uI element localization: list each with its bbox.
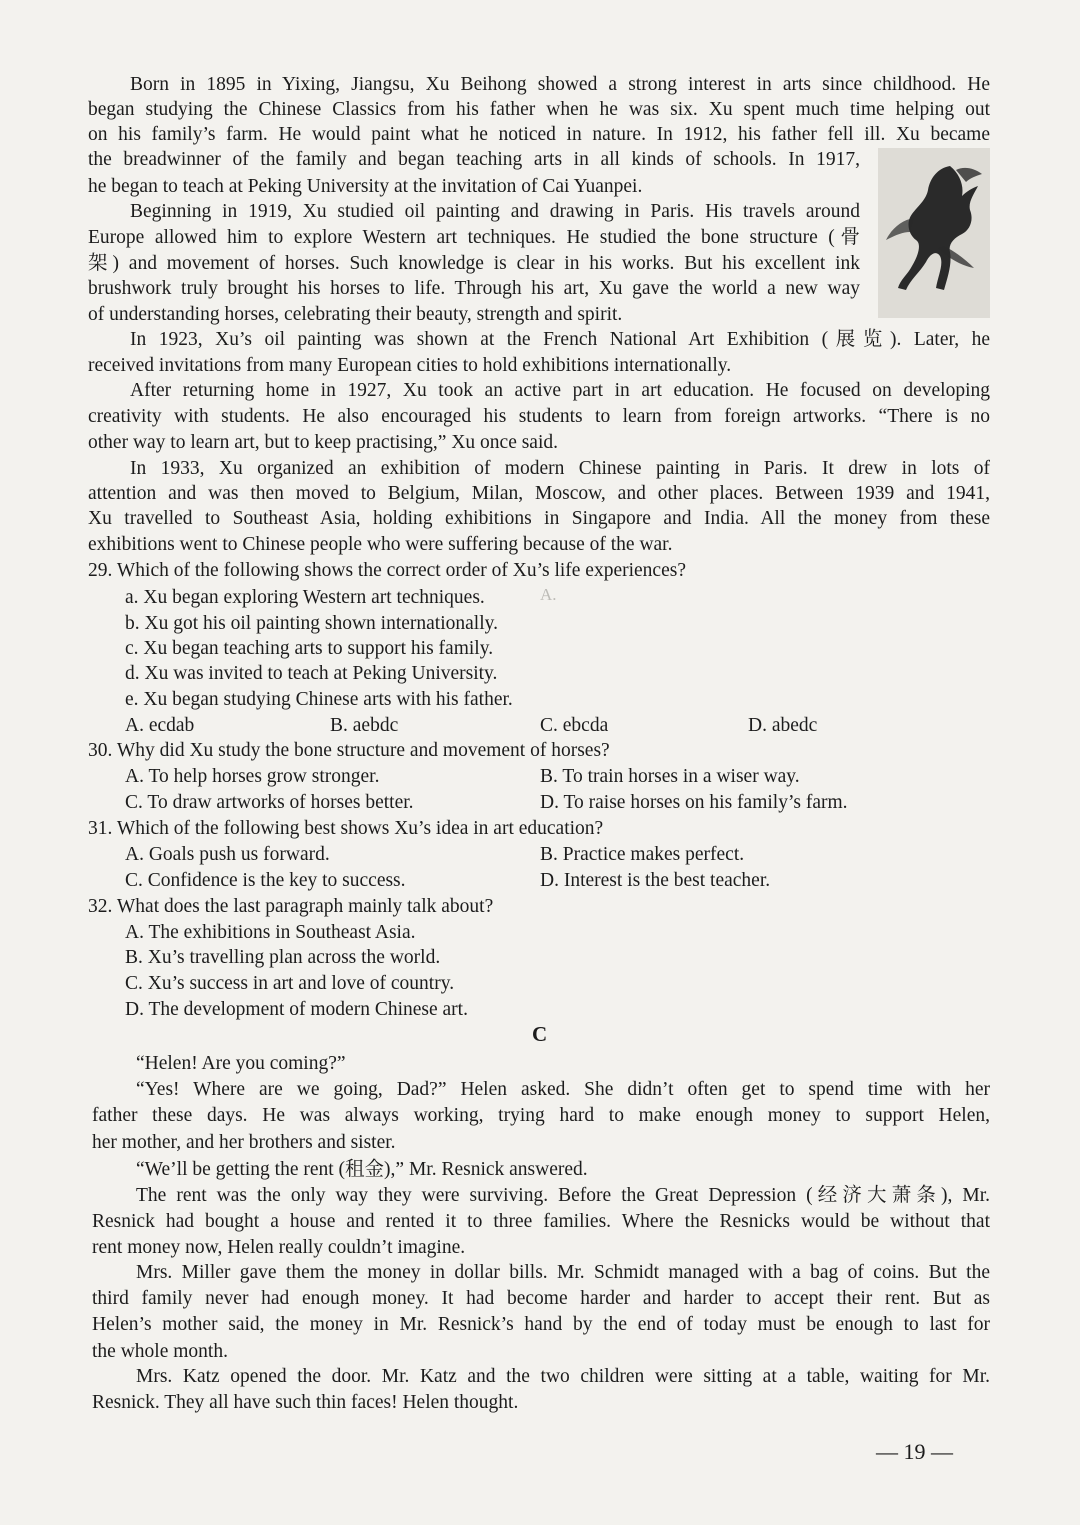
q29-event: d. Xu was invited to teach at Peking University. — [125, 663, 498, 684]
passage-line: of understanding horses, celebrating their beauty, strength and spirit. — [88, 304, 623, 325]
passage-line: Resnick had bought a house and rented it to three families. Where the Resnicks would be without that — [92, 1211, 990, 1232]
page-number: — 19 — — [876, 1439, 953, 1464]
passage-line: received invitations from many European cities to hold exhibitions internationally. — [88, 355, 732, 376]
q31-option-c[interactable]: C. Confidence is the key to success. — [125, 870, 406, 891]
passage-line: exhibitions went to Chinese people who were suffering because of the war. — [88, 534, 673, 555]
q29-event: b. Xu got his oil painting shown internationally. — [125, 613, 498, 634]
q29-event: c. Xu began teaching arts to support his family. — [125, 638, 494, 659]
q31-option-a[interactable]: A. Goals push us forward. — [125, 844, 330, 865]
question-29-stem: 29. Which of the following shows the correct order of Xu’s life experiences? — [88, 560, 686, 581]
q29-option-a[interactable]: A. ecdab — [125, 715, 195, 736]
passage-line: Born in 1895 in Yixing, Jiangsu, Xu Beihong showed a strong interest in arts since childhood. He — [130, 74, 990, 95]
passage-line: the breadwinner of the family and began teaching arts in all kinds of schools. In 1917, — [88, 149, 860, 170]
q32-option-b[interactable]: B. Xu’s travelling plan across the world. — [125, 947, 441, 968]
question-32-stem: 32. What does the last paragraph mainly talk about? — [88, 896, 494, 917]
passage-line: attention and was then moved to Belgium, Milan, Moscow, and other places. Between 1939 and 1941, — [88, 483, 990, 504]
q29-event: e. Xu began studying Chinese arts with his father. — [125, 689, 513, 710]
question-31-stem: 31. Which of the following best shows Xu’s idea in art education? — [88, 818, 604, 839]
passage-line: “We’ll be getting the rent (租金),” Mr. Resnick answered. — [136, 1159, 588, 1180]
q30-option-b[interactable]: B. To train horses in a wiser way. — [540, 766, 800, 787]
passage-line: father these days. He was always working, trying hard to make enough money to support Helen, — [92, 1105, 990, 1126]
passage-line: Mrs. Miller gave them the money in dollar bills. Mr. Schmidt managed with a bag of coins. But the — [136, 1262, 990, 1283]
passage-line: he began to teach at Peking University at the invitation of Cai Yuanpei. — [88, 176, 643, 197]
passage-line: Mrs. Katz opened the door. Mr. Katz and the two children were sitting at a table, waiting for Mr. — [136, 1366, 990, 1387]
passage-line: on his family’s farm. He would paint what he noticed in nature. In 1912, his father fell ill. Xu became — [88, 124, 990, 145]
passage-line: Resnick. They all have such thin faces! Helen thought. — [92, 1392, 519, 1413]
question-30-stem: 30. Why did Xu study the bone structure and movement of horses? — [88, 740, 610, 761]
passage-line: “Yes! Where are we going, Dad?” Helen asked. She didn’t often get to spend time with her — [136, 1079, 990, 1100]
passage-line: her mother, and her brothers and sister. — [92, 1132, 396, 1153]
q31-option-d[interactable]: D. Interest is the best teacher. — [540, 870, 771, 891]
q29-event: a. Xu began exploring Western art techniques. — [125, 587, 485, 608]
q32-option-d[interactable]: D. The development of modern Chinese art. — [125, 999, 468, 1020]
horse-illustration-icon — [878, 148, 990, 318]
passage-line: “Helen! Are you coming?” — [136, 1053, 346, 1074]
passage-line: the whole month. — [92, 1341, 228, 1362]
section-heading: C — [532, 1022, 548, 1046]
passage-line: Xu travelled to Southeast Asia, holding exhibitions in Singapore and India. All the money from these — [88, 508, 990, 529]
passage-line: The rent was the only way they were surviving. Before the Great Depression (经济大萧条), Mr. — [136, 1185, 990, 1206]
passage-line: In 1923, Xu’s oil painting was shown at the French National Art Exhibition (展览). Later, he — [130, 329, 990, 350]
q30-option-c[interactable]: C. To draw artworks of horses better. — [125, 792, 414, 813]
exam-page: A. Born in 1895 in Yixing, Jiangsu, Xu Beihong showed a strong interest in arts since childhood. He began studying the Chinese Classics from his father when he was six. Xu spent much time helping out on his family’s farm. He would paint what he noticed in nature. In 1912, his father fell ill. Xu became the breadwinner of the family and began teaching arts in all kinds of schools. In 1917, he began to teach at Peking University at the invitation of Cai Yuanpei. Beginning in 1919, Xu studied oil painting and drawing in Paris. His travels around Europe allowed him to explore Western art techniques. He studied the bone structure (骨 架) and movement of horses. Such knowledge is clear in his works. But his excellent ink brushwork truly brought his horses to life. Through his art, Xu gave the world a new way of understanding horses, celebrating their beauty, strength and spirit. In 1923, Xu’s oil painting was shown at the French National Art Exhibition (展览). Later, he received invitations from many European cities to hold exhibitions internationally. After returning home in 1927, Xu took an active part in art education. He focused on developing creativity with students. He also encouraged his students to learn from foreign artworks. “There is no other way to learn art, but to keep practising,” Xu once said. In 1933, Xu organized an exhibition of modern Chinese painting in Paris. It drew in lots of attention and was then moved to Belgium, Milan, Moscow, and other places. Between 1939 and 1941, Xu travelled to Southeast Asia, holding exhibitions in Singapore and India. All the money from these exhibitions went to Chinese people who were suffering because of the war. 29. Which of the following shows the correct order of Xu’s life experiences? a. Xu began exploring Western art techniques. b. Xu got his oil painting shown internationally. c. Xu began teaching arts to support his family. d. Xu was invited to teach at Peking University. e. Xu began studying Chinese arts with his father. A. ecdab B. aebdc C. ebcda D. abedc 30. Why did Xu study the bone structure and movement of horses? A. To help horses grow stronger. B. To train horses in a wiser way. C. To draw artworks of horses better. D. To raise horses on his family’s farm. 31. Which of the following best shows Xu’s idea in art education? A. Goals push us forward. B. Practice makes perfect. C. Confidence is the key to success. D. Interest is the best teacher. 32. What does the last paragraph mainly talk about? A. The exhibitions in Southeast Asia. B. Xu’s travelling plan across the world. C. Xu’s success in art and love of country. D. The development of modern Chinese art. C “Helen! Are you coming?” “Yes! Where are we going, Dad?” Helen asked. She didn’t often get to spend time with her father these days. He was always working, trying hard to make enough money to support Helen, her mother, and her brothers and sister. “We’ll be getting the rent (租金),” Mr. Resnick answered. The rent was the only way they were surviving. Before the Great Depression (经济大萧条), Mr. Resnick had bought a house and rented it to three families. Where the Resnicks would be without that rent money now, Helen really couldn’t imagine. Mrs. Miller gave them the money in dollar bills. Mr. Schmidt managed with a bag of coins. But the third family never had enough money. It had become harder and harder to accept their rent. But as Helen’s mother said, the money in Mr. Resnick’s hand by the end of today must be enough to last for the whole month. Mrs. Katz opened the door. Mr. Katz and the two children were sitting at a table, waiting for Mr. Resnick. They all have such thin faces! Helen thought. — 19 — — [88, 74, 990, 1464]
q32-option-c[interactable]: C. Xu’s success in art and love of country. — [125, 973, 455, 994]
passage-line: Helen’s mother said, the money in Mr. Resnick’s hand by the end of today must be enough to last for — [92, 1314, 990, 1335]
passage-line: rent money now, Helen really couldn’t imagine. — [92, 1237, 466, 1258]
passage-line: other way to learn art, but to keep practising,” Xu once said. — [88, 432, 559, 453]
q29-option-b[interactable]: B. aebdc — [330, 715, 399, 736]
passage-line: third family never had enough money. It had become harder and harder to accept their rent. But as — [92, 1288, 990, 1309]
q30-option-d[interactable]: D. To raise horses on his family’s farm. — [540, 792, 848, 813]
passage-line: began studying the Chinese Classics from his father when he was six. Xu spent much time helping out — [88, 99, 990, 120]
q32-option-a[interactable]: A. The exhibitions in Southeast Asia. — [125, 922, 416, 943]
passage-line: After returning home in 1927, Xu took an active part in art education. He focused on developing — [130, 380, 990, 401]
passage-line: Europe allowed him to explore Western art techniques. He studied the bone structure (骨 — [88, 227, 860, 248]
passage-line: brushwork truly brought his horses to life. Through his art, Xu gave the world a new way — [88, 278, 860, 299]
passage-line: In 1933, Xu organized an exhibition of modern Chinese painting in Paris. It drew in lots of — [130, 458, 990, 479]
passage-line: Beginning in 1919, Xu studied oil painting and drawing in Paris. His travels around — [130, 201, 860, 222]
q30-option-a[interactable]: A. To help horses grow stronger. — [125, 766, 380, 787]
q29-option-c[interactable]: C. ebcda — [540, 715, 609, 736]
q29-option-d[interactable]: D. abedc — [748, 715, 818, 736]
passage-line: creativity with students. He also encouraged his students to learn from foreign artworks. “There is no — [88, 406, 990, 427]
q31-option-b[interactable]: B. Practice makes perfect. — [540, 844, 745, 865]
passage-line: 架) and movement of horses. Such knowledge is clear in his works. But his excellent ink — [88, 253, 860, 274]
